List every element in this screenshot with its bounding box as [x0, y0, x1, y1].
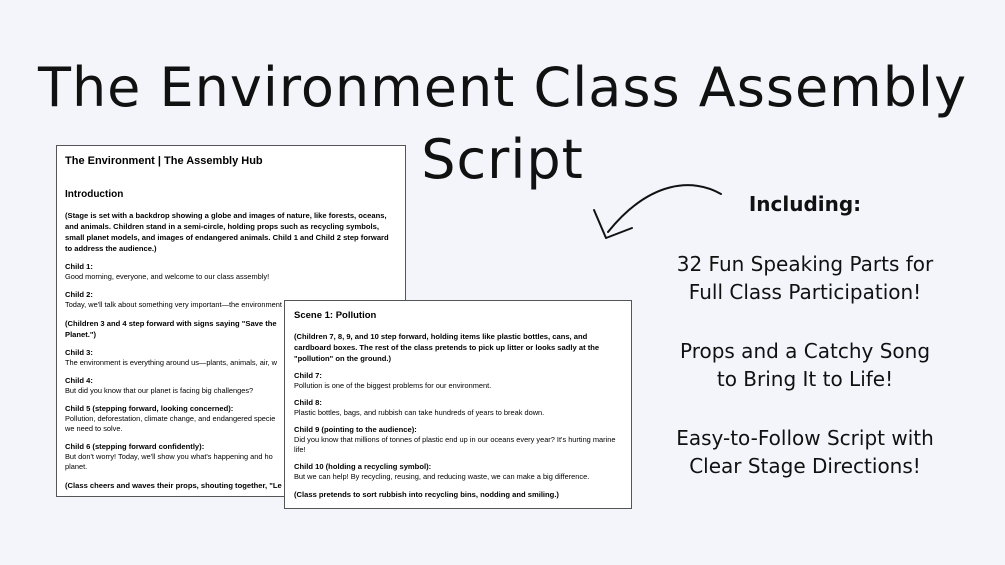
title-text: The Environment Class Assembly Script: [37, 56, 968, 191]
speaker-line: The environment is everything around us—plants, animals, air, w: [65, 358, 277, 367]
feature-line: to Bring It to Life!: [716, 367, 894, 391]
speaker-line: But don't worry! Today, we'll show you what's happening and ho: [65, 452, 273, 461]
speaker-line: planet.: [65, 462, 88, 471]
speaker-label: Child 6 (stepping forward confidently):: [65, 442, 205, 451]
speaker-line: But did you know that our planet is facing big challenges?: [65, 386, 254, 395]
script-entry: [294, 398, 622, 418]
speaker-line: Pollution, deforestation, climate change, and endangered specie: [65, 414, 276, 423]
feature-line: Props and a Catchy Song: [679, 339, 931, 363]
section-title: Introduction: [65, 189, 124, 200]
speaker-label: Child 8:: [294, 398, 322, 407]
speaker-line: Plastic bottles, bags, and rubbish can take hundreds of years to break down.: [294, 408, 545, 417]
speaker-line: Today, we'll talk about something very important—the environment: [65, 300, 282, 309]
speaker-line: Pollution is one of the biggest problems for our environment.: [294, 381, 492, 390]
speaker-label: Child 7:: [294, 371, 322, 380]
speaker-line: But we can help! By recycling, reusing, and reducing waste, we can make a big difference.: [294, 472, 590, 481]
stage-direction: (Children 7, 8, 9, and 10 step forward, holding items like plastic bottles, cans, and cardboard boxes. The rest of the class pretends to pick up litter or looks sadly at the "pollution" on the ground.): [294, 332, 600, 363]
speaker-label: Child 4:: [65, 376, 93, 385]
speaker-label: Child 1:: [65, 262, 93, 271]
feature-props-song: [655, 337, 955, 393]
script-entry: [65, 262, 397, 282]
stage-direction: (Stage is set with a backdrop showing a globe and images of nature, like forests, oceans, and animals. Children stand in a semi-circle, holding props such as recycling symbols, small planet models, and images of endangered animals. Child 1 and Child 2 step forward to address the audience.): [65, 211, 389, 253]
feature-line: 32 Fun Speaking Parts for: [676, 252, 934, 276]
scene-title: Scene 1: Pollution: [294, 310, 377, 321]
closing-direction: (Class pretends to sort rubbish into recycling bins, nodding and smiling.): [294, 490, 559, 499]
stage-direction: Planet."): [65, 330, 97, 339]
feature-line: Clear Stage Directions!: [689, 454, 921, 478]
speaker-label: Child 2:: [65, 290, 93, 299]
speaker-line: we need to solve.: [65, 424, 123, 433]
speaker-label: Child 9 (pointing to the audience):: [294, 425, 417, 434]
speaker-label: Child 10 (holding a recycling symbol):: [294, 462, 432, 471]
script-entry: [294, 462, 622, 482]
feature-easy-script: [655, 424, 955, 480]
script-entry: [294, 425, 622, 455]
feature-speaking-parts: [655, 250, 955, 306]
including-heading: Including:: [748, 192, 862, 216]
script-entry: [294, 371, 622, 391]
speaker-label: Child 3:: [65, 348, 93, 357]
closing-direction: (Class cheers and waves their props, shouting together, "Le: [65, 481, 282, 490]
feature-line: Full Class Participation!: [688, 280, 922, 304]
feature-line: Easy-to-Follow Script with: [676, 426, 934, 450]
stage-direction: (Children 3 and 4 step forward with signs saying "Save the: [65, 319, 277, 328]
script-page-scene-1: [284, 300, 632, 509]
document-header: The Environment | The Assembly Hub: [65, 155, 263, 167]
speaker-label: Child 5 (stepping forward, looking concerned):: [65, 404, 234, 413]
speaker-line: Did you know that millions of tonnes of plastic end up in our oceans every year? It's hurting marine life!: [294, 435, 618, 454]
speaker-line: Good morning, everyone, and welcome to our class assembly!: [65, 272, 270, 281]
